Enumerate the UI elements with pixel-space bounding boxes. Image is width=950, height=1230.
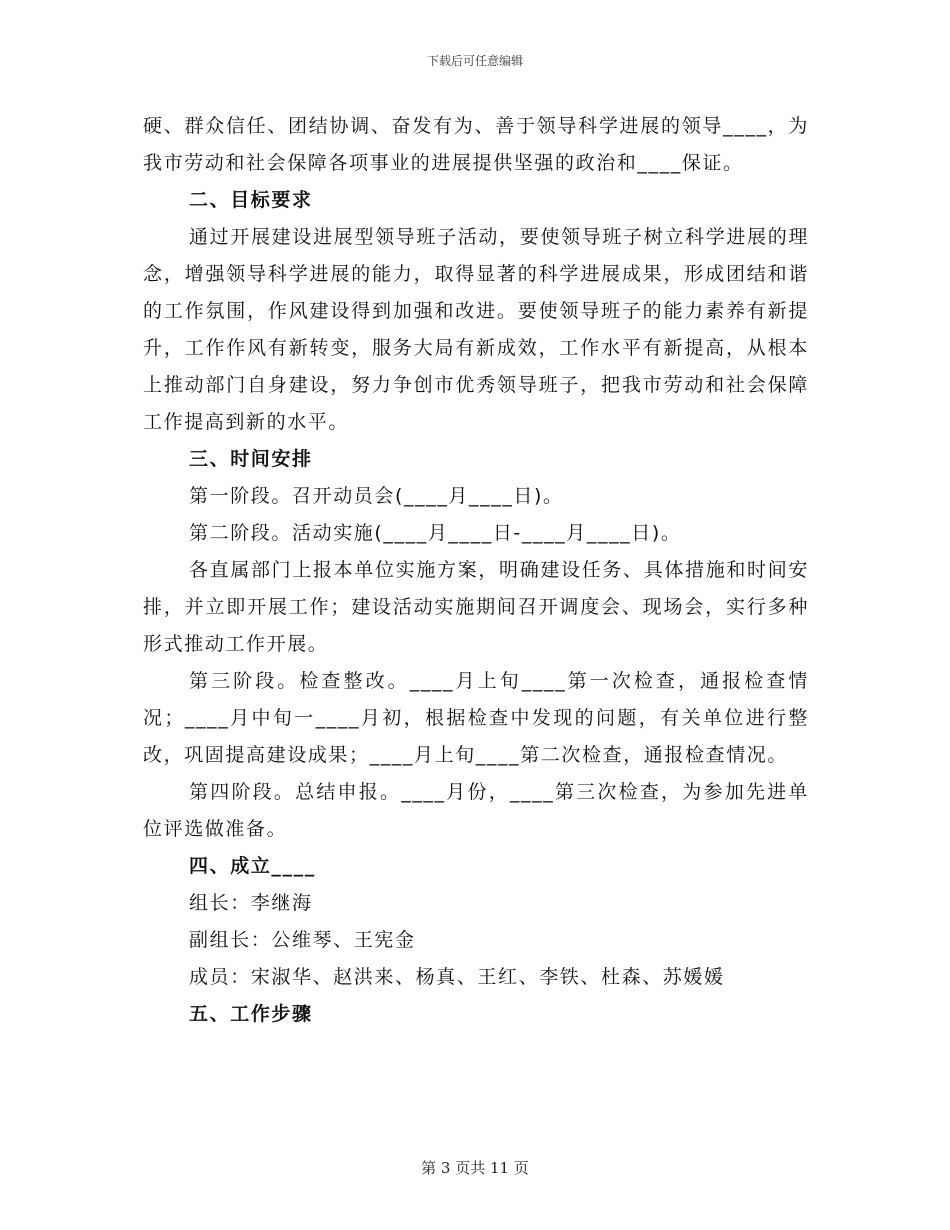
paragraph-intro-continuation: 硬、群众信任、团结协调、奋发有为、善于领导科学进展的领导____，为我市劳动和社会保障各项事业的进展提供坚强的政治和____保证。 — [143, 115, 809, 174]
heading-work-steps: 五、工作步骤 — [189, 1003, 313, 1025]
paragraph-stage-2-detail: 各直属部门上报本单位实施方案，明确建设任务、具体措施和时间安排，并立即开展工作；建设活动实施期间召开调度会、现场会，实行多种形式推动工作开展。 — [143, 559, 809, 655]
paragraph-stage-2: 第二阶段。活动实施(____月____日-____月____日)。 — [189, 522, 682, 544]
heading-schedule: 三、时间安排 — [189, 448, 313, 470]
document-body — [143, 108, 809, 1033]
heading-goals: 二、目标要求 — [189, 189, 313, 211]
heading-establish: 四、成立____ — [189, 855, 316, 877]
paragraph-members: 成员：宋淑华、赵洪来、杨真、王红、李铁、杜森、苏媛媛 — [189, 966, 725, 988]
header-note: 下载后可任意编辑 — [426, 54, 523, 68]
paragraph-group-leader: 组长：李继海 — [189, 892, 313, 914]
paragraph-stage-3: 第三阶段。检查整改。____月上旬____第一次检查，通报检查情况；____月中旬一____月初，根据检查中发现的问题，有关单位进行整改，巩固提高建设成果；____月上旬____第二次检查，通报检查情况。 — [143, 670, 809, 766]
paragraph-goals: 通过开展建设进展型领导班子活动，要使领导班子树立科学进展的理念，增强领导科学进展的能力，取得显著的科学进展成果，形成团结和谐的工作氛围，作风建设得到加强和改进。要使领导班子的能力素养有新提升，工作作风有新转变，服务大局有新成效，工作水平有新提高，从根本上推动部门自身建设，努力争创市优秀领导班子，把我市劳动和社会保障工作提高到新的水平。 — [143, 226, 809, 433]
paragraph-stage-4: 第四阶段。总结申报。____月份，____第三次检查，为参加先进单位评选做准备。 — [143, 781, 809, 840]
paragraph-stage-1: 第一阶段。召开动员会(____月____日)。 — [189, 485, 564, 507]
paragraph-deputy-leaders: 副组长：公维琴、王宪金 — [189, 929, 416, 951]
page-footer: 第 3 页共 11 页 — [421, 1159, 529, 1177]
